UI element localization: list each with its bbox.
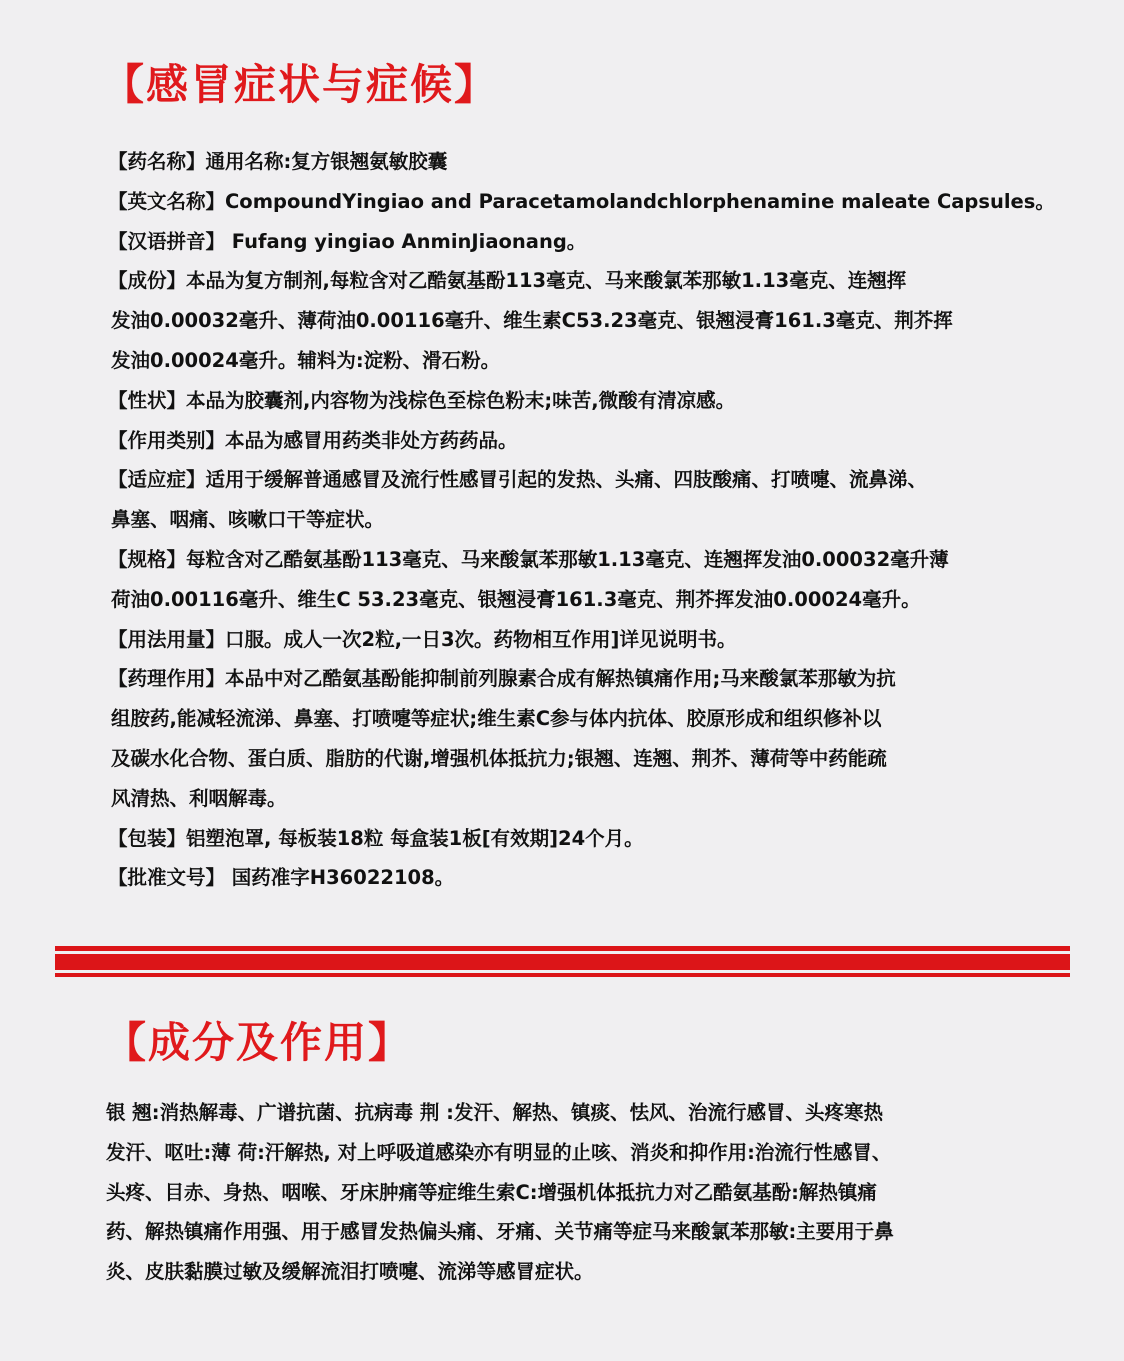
divider-stripe-main — [55, 954, 1070, 970]
info-line-indications: 【适应症】适用于缓解普通感冒及流行性感冒引起的发热、头痛、四肢酸痛、打喷嚏、流鼻涕、 — [108, 468, 928, 492]
section-title-symptoms: 【感冒症状与症候】 — [102, 60, 499, 109]
info-line-approval-number: 【批准文号】 国药准字H36022108。 — [108, 866, 455, 890]
info-line-english-name: 【英文名称】CompoundYingiao and Paracetamolandchlorphenamine maleate Capsules。 — [108, 189, 1055, 213]
ingredient-line: 发汗、呕吐:薄 荷:汗解热, 对上呼吸道感染亦有明显的止咳、消炎和抑作用:治流行性感冒、 — [106, 1140, 892, 1164]
ingredient-line: 头疼、目赤、身热、咽喉、牙床肿痛等症维生索C:增强机体抵抗力对乙酷氨基酚:解热镇痛 — [106, 1180, 877, 1204]
ingredient-line: 药、解热镇痛作用强、用于感冒发热偏头痛、牙痛、关节痛等症马来酸氯苯那敏:主要用于鼻 — [106, 1220, 894, 1244]
info-line-pharmacology-cont-3: 风清热、利咽解毒。 — [111, 786, 287, 810]
info-line-appearance: 【性状】本品为胶囊剂,内容物为浅棕色至棕色粉末;味苦,微酸有清凉感。 — [108, 388, 736, 412]
info-line-packaging: 【包装】铝塑泡罩, 每板装18粒 每盒装1板[有效期]24个月。 — [108, 826, 644, 850]
info-line-indications-cont: 鼻塞、咽痛、咳嗽口干等症状。 — [111, 508, 385, 532]
divider-stripe-top — [55, 946, 1070, 951]
info-line-drug-name: 【药名称】通用名称:复方银翘氨敏胶囊 — [108, 150, 448, 173]
info-line-specification-cont: 荷油0.00116毫升、维生C 53.23毫克、银翘浸膏161.3毫克、荆芥挥发油0.00024毫升。 — [111, 587, 921, 611]
info-line-pharmacology: 【药理作用】本品中对乙酷氨基酚能抑制前列腺素合成有解热镇痛作用;马来酸氯苯那敏为抗 — [108, 667, 896, 691]
section-title-ingredients: 【成分及作用】 — [104, 1018, 413, 1067]
info-line-pinyin: 【汉语拼音】 Fufang yingiao AnminJiaonang。 — [108, 229, 587, 253]
ingredient-effects-block — [106, 1093, 1046, 1292]
ingredient-line: 炎、皮肤黏膜过敏及缓解流泪打喷嚏、流涕等感冒症状。 — [106, 1260, 594, 1284]
ingredient-line: 银 翘:消热解毒、广谱抗菌、抗病毒 荆 :发汗、解热、镇痰、怯风、治流行感冒、头疼寒热 — [106, 1101, 883, 1124]
info-line-specification: 【规格】每粒含对乙酷氨基酚113毫克、马来酸氯苯那敏1.13毫克、连翘挥发油0.00032毫升薄 — [108, 547, 949, 571]
info-line-ingredients-cont-1: 发油0.00032毫升、薄荷油0.00116毫升、维生素C53.23毫克、银翘浸膏161.3毫克、荆芥挥 — [111, 309, 953, 333]
info-line-ingredients-cont-2: 发油0.00024毫升。辅料为:淀粉、滑石粉。 — [111, 348, 501, 372]
info-line-pharmacology-cont-1: 组胺药,能减轻流涕、鼻塞、打喷嚏等症状;维生素C参与体内抗体、胶原形成和组织修补以 — [111, 707, 882, 731]
info-line-ingredients: 【成份】本品为复方制剂,每粒含对乙酷氨基酚113毫克、马来酸氯苯那敏1.13毫克、连翘挥 — [108, 269, 907, 293]
info-line-category: 【作用类别】本品为感冒用药类非处方药药品。 — [108, 428, 518, 452]
info-line-pharmacology-cont-2: 及碳水化合物、蛋白质、脂肪的代谢,增强机体抵抗力;银翘、连翘、荆芥、薄荷等中药能疏 — [111, 746, 887, 770]
drug-info-block — [108, 142, 1055, 898]
info-line-dosage: 【用法用量】口服。成人一次2粒,一日3次。药物相互作用]详见说明书。 — [108, 627, 737, 651]
divider-stripe-bottom — [55, 973, 1070, 977]
